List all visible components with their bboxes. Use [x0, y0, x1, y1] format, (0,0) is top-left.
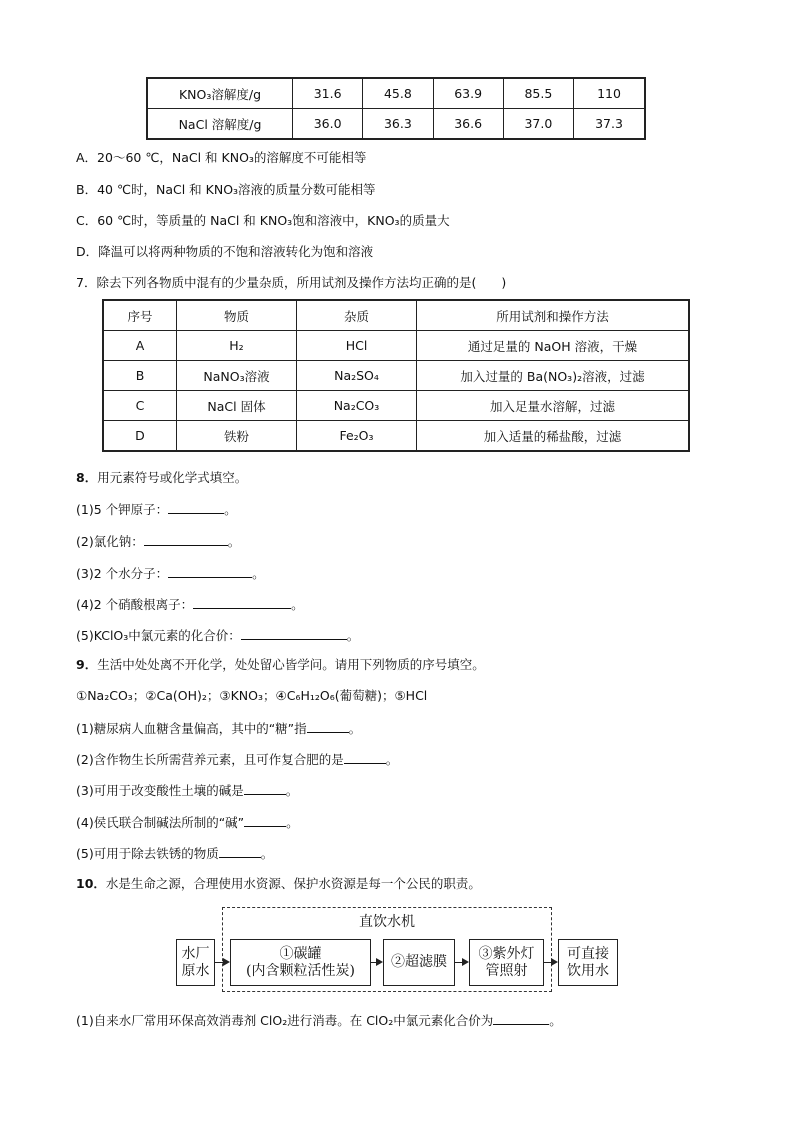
table-cell: 31.6 — [293, 78, 363, 109]
question-number: 9． — [76, 657, 98, 672]
item-text: (2)含作物生长所需营养元素，且可作复合肥的是 — [76, 752, 344, 767]
question-10-stem — [76, 876, 481, 892]
option-b: B．40 ℃时，NaCl 和 KNO₃溶液的质量分数可能相等 — [76, 182, 376, 197]
table-cell: 110 — [574, 78, 646, 109]
item-text: (4)侯氏联合制碱法所制的“碱” — [76, 815, 245, 830]
box-line: ②超滤膜 — [391, 954, 447, 970]
table-cell: NaNO₃溶液 — [177, 361, 297, 391]
item-end: 。 — [348, 721, 362, 736]
ultrafiltration-box — [383, 939, 455, 986]
question-text: 水是生命之源，合理使用水资源、保护水资源是每一个公民的职责。 — [105, 876, 481, 891]
item-text: (4)2 个硝酸根离子： — [76, 597, 194, 612]
item-text: (1)糖尿病人血糖含量偏高，其中的“糖”指 — [76, 721, 307, 736]
table-cell: B — [103, 361, 177, 391]
table-cell: 36.3 — [363, 109, 433, 140]
q8-item-2 — [76, 533, 240, 550]
q8-item-4 — [76, 596, 304, 613]
box-line: 可直接 — [567, 945, 609, 962]
question-number: 8． — [76, 470, 98, 485]
output-box — [558, 939, 618, 986]
header-cell: 序号 — [103, 300, 177, 331]
item-end: 。 — [286, 815, 299, 830]
box-line: 水厂 — [181, 945, 210, 962]
table-cell: 36.6 — [433, 109, 503, 140]
answer-blank[interactable] — [493, 1012, 549, 1025]
table-row — [147, 109, 645, 140]
header-cell: 杂质 — [297, 300, 417, 331]
item-end: 。 — [346, 628, 360, 643]
header-cell: 所用试剂和操作方法 — [417, 300, 690, 331]
answer-blank[interactable] — [144, 533, 228, 546]
impurity-table — [102, 299, 690, 452]
table-cell: 加入足量水溶解，过滤 — [417, 391, 690, 421]
table-row — [103, 421, 689, 452]
table-cell: 铁粉 — [177, 421, 297, 452]
machine-title: 直饮水机 — [359, 914, 415, 930]
question-text: 生活中处处离不开化学，处处留心皆学问。请用下列物质的序号填空。 — [97, 657, 485, 672]
arrow-icon — [455, 962, 467, 963]
answer-blank[interactable] — [219, 845, 261, 858]
row-label: NaCl 溶解度/g — [147, 109, 293, 140]
item-text: (3)可用于改变酸性土壤的碱是 — [76, 783, 244, 798]
table-cell: 通过足量的 NaOH 溶液，干燥 — [417, 331, 690, 361]
answer-blank[interactable] — [193, 596, 291, 609]
item-end: 。 — [252, 566, 265, 581]
answer-blank[interactable] — [168, 565, 252, 578]
table-cell: Na₂CO₃ — [297, 391, 417, 421]
question-9-stem — [76, 657, 485, 673]
q9-item-1 — [76, 720, 361, 737]
answer-blank[interactable] — [344, 751, 386, 764]
q9-item-4 — [76, 814, 299, 831]
item-text: (3)2 个水分子： — [76, 566, 169, 581]
table-header-row — [103, 300, 689, 331]
option-c: C．60 ℃时，等质量的 NaCl 和 KNO₃饱和溶液中，KNO₃的质量大 — [76, 213, 450, 228]
table-cell: D — [103, 421, 177, 452]
box-line: (内含颗粒活性炭) — [246, 962, 355, 979]
answer-blank[interactable] — [307, 720, 349, 733]
q8-item-3 — [76, 565, 265, 582]
option-a: A．20～60 ℃，NaCl 和 KNO₃的溶解度不可能相等 — [76, 150, 367, 165]
item-end: 。 — [549, 1013, 562, 1028]
item-end: 。 — [224, 502, 237, 517]
arrow-icon — [371, 962, 381, 963]
item-text: (2)氯化钠： — [76, 534, 144, 549]
option-d: D．降温可以将两种物质的不饱和溶液转化为饱和溶液 — [76, 244, 374, 259]
item-end: 。 — [285, 783, 299, 798]
q10-item-1 — [76, 1012, 562, 1029]
item-end: 。 — [260, 846, 274, 861]
table-cell: A — [103, 331, 177, 361]
box-line: 原水 — [181, 962, 210, 979]
table-row — [103, 331, 689, 361]
row-label: KNO₃溶解度/g — [147, 78, 293, 109]
q9-item-3 — [76, 782, 298, 799]
answer-blank[interactable] — [241, 627, 347, 640]
answer-blank[interactable] — [168, 501, 224, 514]
item-end: 。 — [227, 534, 241, 549]
box-line: 饮用水 — [567, 962, 609, 979]
arrow-icon — [215, 962, 228, 963]
question-7-stem: 7．除去下列各物质中混有的少量杂质，所用试剂及操作方法均正确的是( ) — [76, 275, 507, 290]
header-cell: 物质 — [177, 300, 297, 331]
substance-list: ①Na₂CO₃；②Ca(OH)₂；③KNO₃；④C₆H₁₂O₆(葡萄糖)；⑤HCl — [76, 688, 428, 703]
table-cell: HCl — [297, 331, 417, 361]
carbon-filter-box — [230, 939, 371, 986]
item-text: (5)可用于除去铁锈的物质 — [76, 846, 219, 861]
item-text: (5)KClO₃中氯元素的化合价： — [76, 628, 241, 643]
item-end: 。 — [385, 752, 399, 767]
question-8-stem — [76, 470, 247, 486]
item-text: (1)5 个钾原子： — [76, 502, 169, 517]
table-cell: Fe₂O₃ — [297, 421, 417, 452]
table-cell: 37.3 — [574, 109, 646, 140]
q9-item-2 — [76, 751, 398, 768]
table-cell: Na₂SO₄ — [297, 361, 417, 391]
question-number: 10． — [76, 876, 106, 891]
table-cell: NaCl 固体 — [177, 391, 297, 421]
table-row — [103, 391, 689, 421]
table-cell: 36.0 — [293, 109, 363, 140]
table-cell: 加入过量的 Ba(NO₃)₂溶液，过滤 — [417, 361, 690, 391]
question-text: 用元素符号或化学式填空。 — [97, 470, 248, 485]
box-line: 管照射 — [485, 962, 528, 979]
answer-blank[interactable] — [244, 814, 286, 827]
table-cell: 加入适量的稀盐酸，过滤 — [417, 421, 690, 452]
answer-blank[interactable] — [244, 782, 286, 795]
arrow-icon — [544, 962, 556, 963]
table-cell: C — [103, 391, 177, 421]
table-cell: 45.8 — [363, 78, 433, 109]
uv-lamp-box — [469, 939, 544, 986]
box-line: ①碳罐 — [279, 945, 322, 962]
solubility-table — [146, 77, 646, 140]
q8-item-1 — [76, 501, 237, 518]
item-end: 。 — [291, 597, 304, 612]
table-cell: 85.5 — [503, 78, 573, 109]
source-box — [176, 939, 215, 986]
q8-item-5 — [76, 627, 359, 644]
table-row — [103, 361, 689, 391]
item-text: (1)自来水厂常用环保高效消毒剂 ClO₂进行消毒。在 ClO₂中氯元素化合价为 — [76, 1013, 494, 1028]
table-row — [147, 78, 645, 109]
table-cell: H₂ — [177, 331, 297, 361]
table-cell: 37.0 — [503, 109, 573, 140]
table-cell: 63.9 — [433, 78, 503, 109]
box-line: ③紫外灯 — [478, 945, 535, 962]
q9-item-5 — [76, 845, 273, 862]
